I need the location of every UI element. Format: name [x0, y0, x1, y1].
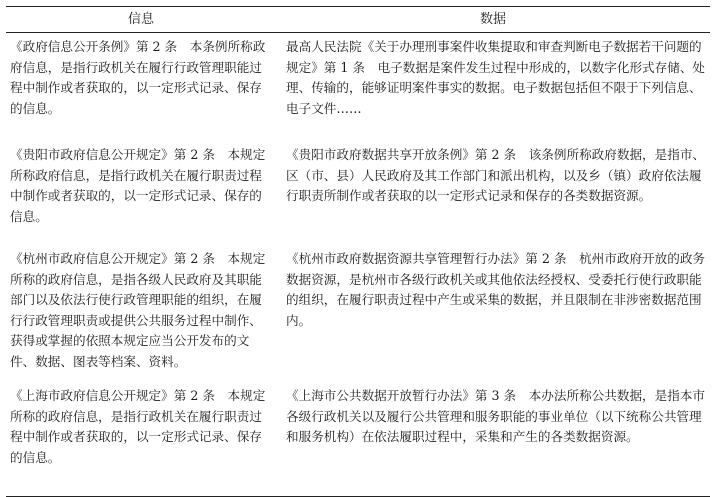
- data-cell: 《上海市公共数据开放暂行办法》第 3 条 本办法所称公共数据，是指本市各级行政机关以及履行公共管理和服务职能的事业单位（以下统称公共管理和服务机构）在依法履职过程中，采集和产生的各类数据资源。: [286, 388, 706, 444]
- header-data: 数据: [479, 12, 506, 27]
- table-row: [6, 33, 710, 145]
- table-header: [6, 7, 710, 33]
- header-info: 信息: [127, 12, 154, 27]
- table-row: [6, 145, 710, 249]
- info-cell: 《政府信息公开条例》第 2 条 本条例所称政府信息，是指行政机关在履行行政管理职能过程中制作或者获取的，以一定形式记录、保存的信息。: [10, 39, 266, 116]
- comparison-table: [6, 6, 710, 497]
- data-cell: 《杭州市政府数据资源共享管理暂行办法》第 2 条 杭州市政府开放的政务数据资源，是杭州市各级行政机关或其他依法经授权、受委托行使行政职能的组织，在履行职责过程中产生或采集的数据，并且限制在非涉密数据范围内。: [286, 251, 706, 328]
- table-row: [6, 249, 710, 386]
- info-cell: 《上海市政府信息公开规定》第 2 条 本规定所称的政府信息，是指行政机关在履行职责过程中制作或者获取的，以一定形式记录、保存的信息。: [10, 388, 266, 465]
- data-cell: 《贵阳市政府数据共享开放条例》第 2 条 该条例所称政府数据，是指市、区（市、县）人民政府及其工作部门和派出机构，以及乡（镇）政府依法履行职责所制作或者获取的以一定形式记录和保存的各类数据资源。: [286, 147, 706, 203]
- data-cell: 最高人民法院《关于办理刑事案件收集提取和审查判断电子数据若干问题的规定》第 1 条 电子数据是案件发生过程中形成的，以数字化形式存储、处理、传输的，能够证明案件事实的数据。电子数据包括但不限于下列信息、电子文件……: [286, 39, 706, 116]
- info-cell: 《杭州市政府信息公开规定》第 2 条 本规定所称的政府信息，是指各级人民政府及其职能部门以及依法行使行政管理职能的组织，在履行行政管理职责或提供公共服务过程中制作、获得或掌握的依照本规定应当公开发布的文件、数据、图表等档案、资料。: [10, 251, 266, 369]
- info-cell: 《贵阳市政府信息公开规定》第 2 条 本规定所称政府信息，是指行政机关在履行职责过程中制作或者获取的，以一定形式记录、保存的信息。: [10, 147, 266, 224]
- table-row: [6, 386, 710, 496]
